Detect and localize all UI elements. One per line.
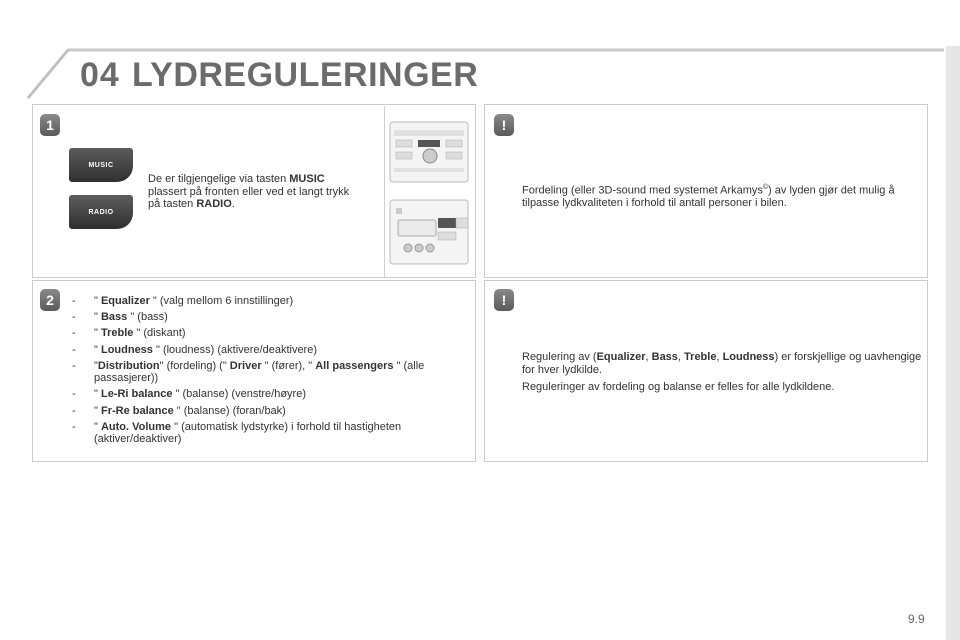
list-item: - " Le-Ri balance " (balanse) (venstre/høyre) — [72, 388, 307, 401]
radio-unit-illustration — [388, 118, 472, 268]
step-1-badge: 1 — [40, 114, 60, 136]
page-number: 9.9 — [908, 612, 925, 626]
list-item: - " Treble " (diskant) — [72, 327, 186, 340]
side-strip — [946, 46, 960, 640]
list-item: - " Auto. Volume " (automatisk lydstyrke) i forhold til hastigheten (aktiver/deaktiver) — [72, 420, 402, 446]
list-item: - " Equalizer " (valg mellom 6 innstillinger) — [72, 295, 294, 307]
radio-button-image: RADIO — [69, 195, 133, 229]
music-button-image: MUSIC — [69, 148, 133, 182]
note-2-text: Regulering av (Equalizer, Bass, Treble, Loudness) er forskjellige og uavhengige for hver lydkilde. — [522, 351, 922, 376]
warning-icon: ! — [494, 114, 514, 136]
page-title: LYDREGULERINGER — [132, 56, 479, 94]
warning-icon: ! — [494, 289, 514, 311]
step-2-badge: 2 — [40, 289, 60, 311]
chapter-number: 04 — [80, 56, 120, 94]
list-item: - "Distribution" (fordeling) (" Driver " (fører), " All passengers " (alle passasjerer)) — [72, 359, 425, 385]
note-2-text-2: Reguleringer av fordeling og balanse er felles for alle lydkildene. — [522, 381, 835, 393]
note-1-text: Fordeling (eller 3D-sound med systemet Arkamys©) av lyden gjør det mulig å tilpasse lydkvaliteten i forhold til antall personer i bilen. — [522, 184, 895, 210]
settings-list — [72, 295, 464, 450]
section-1-text: De er tilgjengelige via tasten MUSIC plassert på fronten eller ved et langt trykk på tasten RADIO. — [148, 173, 350, 210]
list-item: - " Loudness " (loudness) (aktivere/deaktivere) — [72, 343, 318, 356]
list-item: - " Bass " (bass) — [72, 311, 168, 324]
panel-divider — [384, 106, 385, 278]
list-item: - " Fr-Re balance " (balanse) (foran/bak) — [72, 404, 286, 417]
